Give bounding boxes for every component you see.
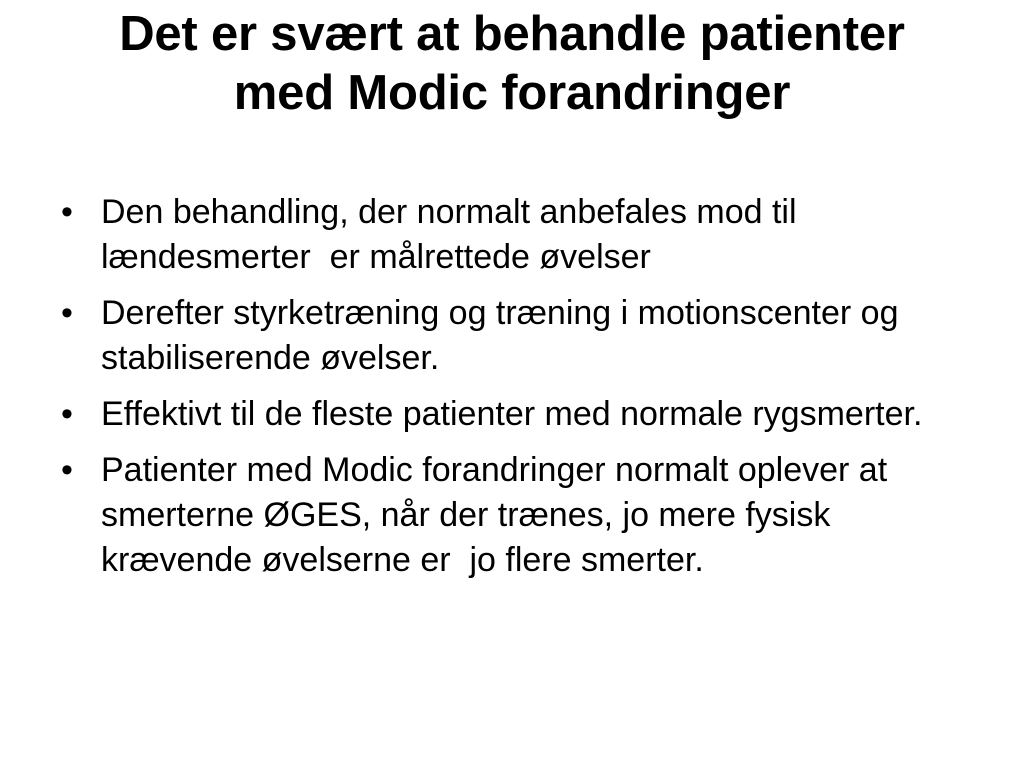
bullet-dot-icon: •	[61, 395, 73, 433]
bullet-dot-icon: •	[61, 451, 73, 489]
bullet-list	[58, 190, 988, 594]
bullet-text: Den behandling, der normalt anbefales mod til lændesmerter er målrettede øvelser	[101, 193, 806, 276]
bullet-text: Patienter med Modic forandringer normalt oplever at smerterne ØGES, når der trænes, jo mere fysisk krævende øvelserne er jo flere smerter.	[101, 451, 897, 579]
bullet-dot-icon: •	[61, 193, 73, 231]
bullet-text: Effektivt til de fleste patienter med normale rygsmerter.	[101, 395, 923, 433]
bullet-item	[58, 291, 988, 381]
slide-title: Det er svært at behandle patienter med Modic forandringer	[119, 7, 905, 120]
bullet-item	[58, 448, 988, 583]
bullet-item	[58, 190, 988, 280]
bullet-dot-icon: •	[61, 294, 73, 332]
bullet-text: Derefter styrketræning og træning i motionscenter og stabiliserende øvelser.	[101, 294, 908, 377]
bullet-item	[58, 392, 988, 437]
